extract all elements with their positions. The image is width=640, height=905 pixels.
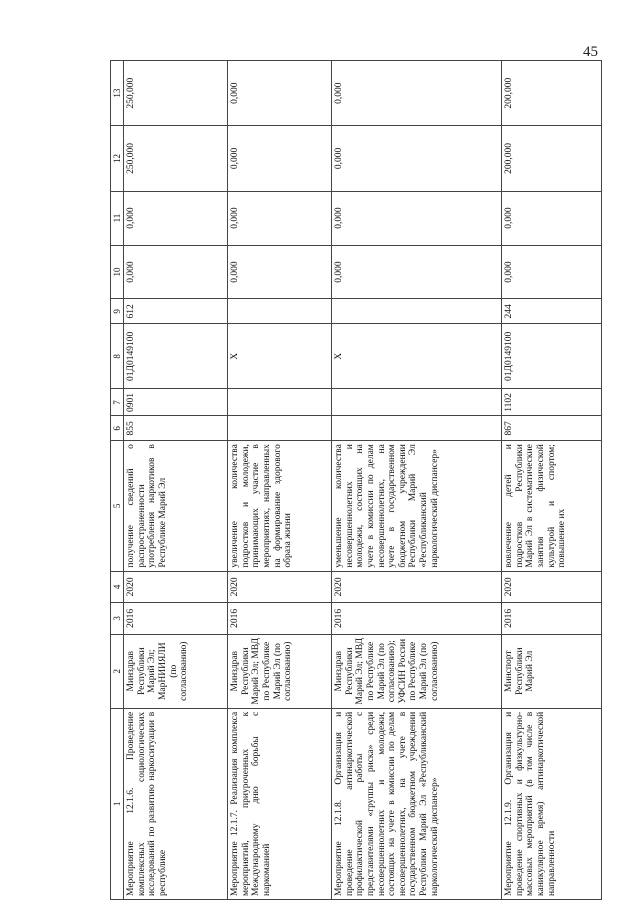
header-cell: 10 [111, 245, 124, 299]
measure-name-cell: Мероприятие 12.1.6. Проведение комплексных социологических исследований по развитию наркоситуации в республике [124, 708, 228, 899]
executor-cell: Минздрав Республики Марий Эл; МВД по Республике Марий Эл (по согласованию) [228, 634, 332, 708]
start-year-cell: 2016 [228, 603, 332, 634]
amount-cell: 0,000 [228, 126, 332, 191]
section-code-cell [332, 389, 502, 416]
amount-cell: 0,000 [228, 61, 332, 126]
end-year-cell: 2020 [332, 571, 502, 602]
rotated-table-wrapper [110, 60, 610, 900]
executor-cell: Минспорт Республики Марий Эл [502, 634, 602, 708]
grbs-code-cell: 855 [124, 416, 228, 441]
table-row [124, 61, 228, 900]
amount-cell: 0,000 [502, 191, 602, 245]
header-cell: 5 [111, 441, 124, 571]
table-header-row [111, 61, 124, 900]
grbs-code-cell [228, 416, 332, 441]
table-row [228, 61, 332, 900]
header-cell: 4 [111, 571, 124, 602]
amount-cell: 200,000 [502, 126, 602, 191]
end-year-cell: 2020 [228, 571, 332, 602]
measures-table [110, 60, 602, 900]
header-cell: 1 [111, 708, 124, 899]
end-year-cell: 2020 [502, 571, 602, 602]
expected-result-cell: получение сведений о распространенности употребления наркотиков в Республике Марий Эл [124, 441, 228, 571]
executor-cell: Минздрав Республики Марий Эл; МарНИИЯЛИ (по согласованию) [124, 634, 228, 708]
header-cell: 12 [111, 126, 124, 191]
header-cell: 13 [111, 61, 124, 126]
executor-cell: Минздрав Республики Марий Эл; МВД по Республике Марий Эл (по согласованию); УФСИН России по Республике Марий Эл (по согласованию) [332, 634, 502, 708]
amount-cell: 0,000 [124, 245, 228, 299]
expense-type-cell: 244 [502, 299, 602, 324]
table-row [502, 61, 602, 900]
amount-cell: 0,000 [228, 191, 332, 245]
expected-result-cell: увеличение количества подростков и молодежи, принимающих участие в мероприятиях, направленных на формирование здорового образа жизни [228, 441, 332, 571]
rotated-table-container [110, 60, 610, 900]
end-year-cell: 2020 [124, 571, 228, 602]
amount-cell: 0,000 [332, 245, 502, 299]
header-cell: 7 [111, 389, 124, 416]
section-code-cell: 1102 [502, 389, 602, 416]
amount-cell: 0,000 [502, 245, 602, 299]
amount-cell: 250,000 [124, 61, 228, 126]
section-code-cell [228, 389, 332, 416]
expense-type-cell [228, 299, 332, 324]
table-row [332, 61, 502, 900]
target-article-cell: X [332, 324, 502, 389]
section-code-cell: 0901 [124, 389, 228, 416]
header-cell: 9 [111, 299, 124, 324]
expense-type-cell [332, 299, 502, 324]
grbs-code-cell [332, 416, 502, 441]
amount-cell: 0,000 [332, 61, 502, 126]
start-year-cell: 2016 [124, 603, 228, 634]
header-cell: 8 [111, 324, 124, 389]
measure-name-cell: Мероприятие 12.1.7. Реализация комплекса мероприятий, приуроченных к Международному дню борьбы с наркоманией [228, 708, 332, 899]
expense-type-cell: 612 [124, 299, 228, 324]
measure-name-cell: Мероприятие 12.1.8. Организация и проведение антинаркотической профилактической работы с представителями «группы риска» среди несовершеннолетних и молодежи, состоящих на учете в комиссии по делам несовершеннолетних, на учете в государственном бюджетном учреждении Республики Марий Эл «Республиканский наркологический диспансер» [332, 708, 502, 899]
amount-cell: 250,000 [124, 126, 228, 191]
grbs-code-cell: 867 [502, 416, 602, 441]
amount-cell: 0,000 [332, 126, 502, 191]
page-number: 45 [583, 44, 598, 60]
target-article-cell: X [228, 324, 332, 389]
amount-cell: 0,000 [332, 191, 502, 245]
measure-name-cell: Мероприятие 12.1.9. Организация и проведение спортивных и физкультурно-массовых мероприятий (в том числе в каникулярное время) антинаркотической направленности [502, 708, 602, 899]
header-cell: 6 [111, 416, 124, 441]
header-cell: 2 [111, 634, 124, 708]
start-year-cell: 2016 [502, 603, 602, 634]
expected-result-cell: вовлечение детей и подростков Республики Марий Эл в систематические занятия физической культурой и спортом; повышение их [502, 441, 602, 571]
expected-result-cell: уменьшение количества несовершеннолетних и молодежи, состоящих на учете в комиссии по делам несовершеннолетних, на учете в государственном бюджетном учреждении Республики Марий Эл «Республиканский наркологический диспансер» [332, 441, 502, 571]
target-article-cell: 01Д0149100 [502, 324, 602, 389]
start-year-cell: 2016 [332, 603, 502, 634]
target-article-cell: 01Д0149100 [124, 324, 228, 389]
header-cell: 3 [111, 603, 124, 634]
amount-cell: 200,000 [502, 61, 602, 126]
amount-cell: 0,000 [228, 245, 332, 299]
amount-cell: 0,000 [124, 191, 228, 245]
header-cell: 11 [111, 191, 124, 245]
